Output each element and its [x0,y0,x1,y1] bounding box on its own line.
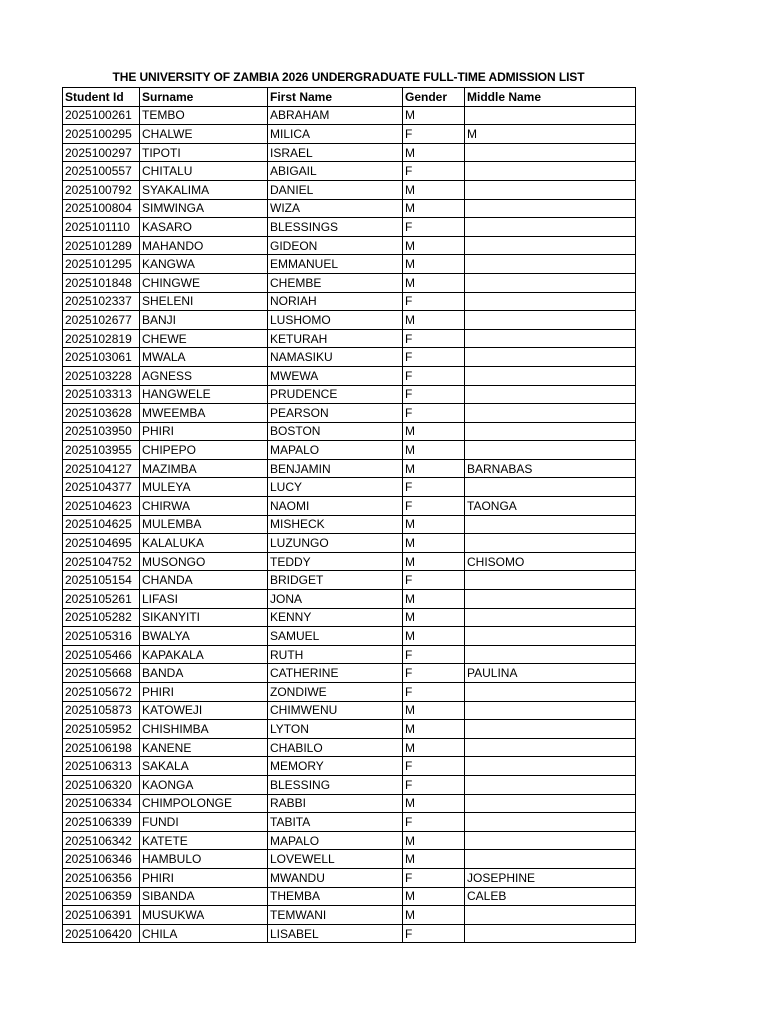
cell-middle-name [465,831,636,850]
cell-student-id: 2025106334 [63,794,140,813]
cell-gender: M [403,590,465,609]
cell-surname: SIKANYITI [140,608,268,627]
cell-surname: BANJI [140,311,268,330]
cell-gender: F [403,497,465,516]
cell-middle-name [465,366,636,385]
cell-gender: M [403,273,465,292]
cell-student-id: 2025102337 [63,292,140,311]
cell-student-id: 2025104377 [63,478,140,497]
cell-middle-name [465,608,636,627]
cell-first-name: BLESSING [268,775,403,794]
header-student-id: Student Id [63,88,140,107]
table-row [63,329,636,348]
cell-first-name: PEARSON [268,404,403,423]
cell-gender: F [403,775,465,794]
table-header [63,88,636,107]
cell-student-id: 2025106342 [63,831,140,850]
cell-middle-name: TAONGA [465,497,636,516]
cell-surname: KALALUKA [140,534,268,553]
cell-student-id: 2025103955 [63,441,140,460]
cell-middle-name [465,273,636,292]
table-row [63,534,636,553]
cell-student-id: 2025105261 [63,590,140,609]
cell-gender: F [403,868,465,887]
cell-first-name: BOSTON [268,422,403,441]
cell-first-name: RUTH [268,645,403,664]
cell-first-name: NORIAH [268,292,403,311]
cell-student-id: 2025106420 [63,924,140,943]
table-row [63,404,636,423]
cell-student-id: 2025100557 [63,162,140,181]
cell-first-name: MISHECK [268,515,403,534]
table-row [63,887,636,906]
cell-gender: M [403,180,465,199]
cell-student-id: 2025105466 [63,645,140,664]
table-row [63,459,636,478]
cell-middle-name [465,422,636,441]
cell-gender: M [403,627,465,646]
table-row [63,720,636,739]
cell-first-name: MAPALO [268,831,403,850]
table-row [63,106,636,125]
cell-first-name: PRUDENCE [268,385,403,404]
cell-gender: M [403,850,465,869]
table-row [63,515,636,534]
cell-gender: M [403,255,465,274]
cell-middle-name [465,775,636,794]
cell-student-id: 2025106320 [63,775,140,794]
cell-first-name: BENJAMIN [268,459,403,478]
cell-middle-name [465,162,636,181]
cell-surname: CHIMPOLONGE [140,794,268,813]
cell-gender: M [403,738,465,757]
cell-middle-name [465,757,636,776]
cell-student-id: 2025100804 [63,199,140,218]
cell-middle-name [465,180,636,199]
cell-middle-name [465,311,636,330]
cell-first-name: ABRAHAM [268,106,403,125]
cell-surname: MUSONGO [140,552,268,571]
cell-first-name: MILICA [268,125,403,144]
cell-gender: M [403,552,465,571]
cell-surname: AGNESS [140,366,268,385]
cell-gender: M [403,515,465,534]
table-row [63,348,636,367]
cell-student-id: 2025106346 [63,850,140,869]
cell-first-name: TEMWANI [268,906,403,925]
header-gender: Gender [403,88,465,107]
cell-student-id: 2025101295 [63,255,140,274]
table-row [63,701,636,720]
cell-student-id: 2025104623 [63,497,140,516]
table-row [63,683,636,702]
cell-surname: KANGWA [140,255,268,274]
cell-first-name: GIDEON [268,236,403,255]
cell-middle-name [465,404,636,423]
cell-gender: M [403,143,465,162]
cell-middle-name [465,850,636,869]
cell-surname: BWALYA [140,627,268,646]
cell-student-id: 2025105154 [63,571,140,590]
cell-surname: CHINGWE [140,273,268,292]
table-row [63,311,636,330]
cell-gender: F [403,924,465,943]
table-row [63,906,636,925]
cell-first-name: ABIGAIL [268,162,403,181]
table-row [63,868,636,887]
header-row [63,88,636,107]
cell-gender: M [403,422,465,441]
cell-surname: SIBANDA [140,887,268,906]
table-row [63,366,636,385]
table-row [63,162,636,181]
cell-middle-name [465,906,636,925]
cell-middle-name: CHISOMO [465,552,636,571]
cell-first-name: TABITA [268,813,403,832]
cell-first-name: CHIMWENU [268,701,403,720]
cell-student-id: 2025106391 [63,906,140,925]
cell-surname: CHILA [140,924,268,943]
cell-middle-name [465,627,636,646]
cell-surname: BANDA [140,664,268,683]
cell-surname: MUSUKWA [140,906,268,925]
cell-surname: CHIRWA [140,497,268,516]
cell-surname: CHITALU [140,162,268,181]
cell-middle-name: CALEB [465,887,636,906]
table-row [63,441,636,460]
cell-middle-name: JOSEPHINE [465,868,636,887]
cell-first-name: MEMORY [268,757,403,776]
cell-surname: KATETE [140,831,268,850]
cell-middle-name [465,329,636,348]
cell-student-id: 2025106198 [63,738,140,757]
table-row [63,757,636,776]
cell-gender: M [403,608,465,627]
cell-first-name: DANIEL [268,180,403,199]
cell-surname: FUNDI [140,813,268,832]
cell-student-id: 2025104752 [63,552,140,571]
cell-first-name: LUCY [268,478,403,497]
cell-middle-name [465,385,636,404]
cell-gender: F [403,478,465,497]
cell-middle-name [465,441,636,460]
table-row [63,292,636,311]
cell-middle-name [465,236,636,255]
table-row [63,608,636,627]
cell-first-name: CHEMBE [268,273,403,292]
cell-gender: M [403,106,465,125]
cell-gender: F [403,571,465,590]
cell-surname: CHALWE [140,125,268,144]
cell-surname: KAONGA [140,775,268,794]
cell-surname: CHANDA [140,571,268,590]
table-row [63,813,636,832]
cell-surname: PHIRI [140,683,268,702]
cell-gender: M [403,459,465,478]
cell-gender: F [403,125,465,144]
cell-first-name: NAMASIKU [268,348,403,367]
cell-gender: M [403,720,465,739]
cell-surname: MAHANDO [140,236,268,255]
table-row [63,924,636,943]
cell-middle-name [465,534,636,553]
header-first-name: First Name [268,88,403,107]
cell-middle-name: PAULINA [465,664,636,683]
cell-middle-name: BARNABAS [465,459,636,478]
cell-first-name: JONA [268,590,403,609]
cell-student-id: 2025102677 [63,311,140,330]
cell-gender: F [403,404,465,423]
cell-student-id: 2025104625 [63,515,140,534]
cell-student-id: 2025100295 [63,125,140,144]
cell-gender: M [403,311,465,330]
cell-student-id: 2025104127 [63,459,140,478]
cell-gender: M [403,701,465,720]
cell-gender: M [403,199,465,218]
table-row [63,273,636,292]
cell-surname: MULEMBA [140,515,268,534]
cell-student-id: 2025103228 [63,366,140,385]
cell-surname: TEMBO [140,106,268,125]
cell-gender: F [403,683,465,702]
cell-middle-name [465,143,636,162]
cell-first-name: TEDDY [268,552,403,571]
table-row [63,627,636,646]
cell-first-name: CATHERINE [268,664,403,683]
cell-gender: F [403,645,465,664]
cell-middle-name [465,720,636,739]
cell-gender: M [403,831,465,850]
cell-student-id: 2025100297 [63,143,140,162]
table-row [63,664,636,683]
table-row [63,794,636,813]
header-surname: Surname [140,88,268,107]
cell-gender: F [403,813,465,832]
cell-surname: CHISHIMBA [140,720,268,739]
table-row [63,255,636,274]
cell-middle-name [465,106,636,125]
cell-student-id: 2025103950 [63,422,140,441]
cell-middle-name [465,813,636,832]
cell-gender: M [403,794,465,813]
cell-gender: F [403,366,465,385]
table-row [63,571,636,590]
cell-gender: F [403,348,465,367]
cell-middle-name [465,738,636,757]
cell-middle-name: M [465,125,636,144]
cell-gender: F [403,385,465,404]
cell-middle-name [465,218,636,237]
table-body [63,106,636,943]
table-row [63,422,636,441]
cell-surname: KATOWEJI [140,701,268,720]
table-row [63,590,636,609]
cell-student-id: 2025106356 [63,868,140,887]
cell-gender: F [403,329,465,348]
table-row [63,199,636,218]
table-row [63,143,636,162]
cell-first-name: LUSHOMO [268,311,403,330]
cell-surname: SAKALA [140,757,268,776]
table-row [63,645,636,664]
cell-first-name: RABBI [268,794,403,813]
cell-first-name: LISABEL [268,924,403,943]
cell-gender: M [403,236,465,255]
cell-surname: TIPOTI [140,143,268,162]
cell-middle-name [465,515,636,534]
cell-student-id: 2025103628 [63,404,140,423]
cell-middle-name [465,794,636,813]
table-row [63,831,636,850]
cell-middle-name [465,292,636,311]
cell-surname: KASARO [140,218,268,237]
cell-gender: M [403,534,465,553]
cell-student-id: 2025105672 [63,683,140,702]
cell-surname: LIFASI [140,590,268,609]
cell-middle-name [465,199,636,218]
cell-surname: MAZIMBA [140,459,268,478]
table-row [63,218,636,237]
cell-gender: F [403,292,465,311]
cell-middle-name [465,683,636,702]
cell-first-name: MAPALO [268,441,403,460]
table-row [63,180,636,199]
cell-gender: F [403,757,465,776]
cell-middle-name [465,645,636,664]
cell-first-name: SAMUEL [268,627,403,646]
cell-first-name: MWANDU [268,868,403,887]
cell-student-id: 2025106359 [63,887,140,906]
table-row [63,125,636,144]
cell-student-id: 2025105316 [63,627,140,646]
cell-first-name: LYTON [268,720,403,739]
cell-student-id: 2025106339 [63,813,140,832]
cell-student-id: 2025104695 [63,534,140,553]
cell-first-name: ZONDIWE [268,683,403,702]
cell-student-id: 2025105952 [63,720,140,739]
cell-student-id: 2025101110 [63,218,140,237]
cell-student-id: 2025106313 [63,757,140,776]
cell-student-id: 2025105873 [63,701,140,720]
cell-student-id: 2025100261 [63,106,140,125]
cell-student-id: 2025102819 [63,329,140,348]
table-row [63,385,636,404]
table-row [63,497,636,516]
cell-surname: SYAKALIMA [140,180,268,199]
table-row [63,775,636,794]
cell-first-name: BRIDGET [268,571,403,590]
cell-first-name: NAOMI [268,497,403,516]
cell-first-name: BLESSINGS [268,218,403,237]
cell-surname: MWALA [140,348,268,367]
document-title: THE UNIVERSITY OF ZAMBIA 2026 UNDERGRADUATE FULL-TIME ADMISSION LIST [112,70,585,84]
header-middle-name: Middle Name [465,88,636,107]
cell-middle-name [465,348,636,367]
cell-middle-name [465,571,636,590]
cell-first-name: KENNY [268,608,403,627]
cell-first-name: EMMANUEL [268,255,403,274]
cell-first-name: MWEWA [268,366,403,385]
cell-first-name: THEMBA [268,887,403,906]
cell-first-name: WIZA [268,199,403,218]
cell-surname: MWEEMBA [140,404,268,423]
cell-surname: CHIPEPO [140,441,268,460]
cell-student-id: 2025105668 [63,664,140,683]
cell-surname: SHELENI [140,292,268,311]
cell-gender: F [403,664,465,683]
cell-student-id: 2025101848 [63,273,140,292]
cell-first-name: LOVEWELL [268,850,403,869]
cell-gender: F [403,162,465,181]
cell-gender: M [403,441,465,460]
cell-surname: CHEWE [140,329,268,348]
cell-surname: PHIRI [140,422,268,441]
table-row [63,552,636,571]
table-row [63,738,636,757]
cell-surname: PHIRI [140,868,268,887]
cell-gender: M [403,887,465,906]
cell-first-name: ISRAEL [268,143,403,162]
cell-student-id: 2025101289 [63,236,140,255]
cell-student-id: 2025103313 [63,385,140,404]
cell-first-name: KETURAH [268,329,403,348]
cell-surname: MULEYA [140,478,268,497]
cell-middle-name [465,924,636,943]
cell-first-name: LUZUNGO [268,534,403,553]
cell-surname: KANENE [140,738,268,757]
cell-middle-name [465,701,636,720]
cell-surname: SIMWINGA [140,199,268,218]
cell-surname: HAMBULO [140,850,268,869]
cell-surname: KAPAKALA [140,645,268,664]
cell-student-id: 2025105282 [63,608,140,627]
cell-student-id: 2025100792 [63,180,140,199]
cell-gender: F [403,218,465,237]
table-row [63,478,636,497]
table-row [63,850,636,869]
cell-middle-name [465,590,636,609]
cell-middle-name [465,255,636,274]
cell-middle-name [465,478,636,497]
table-row [63,236,636,255]
cell-student-id: 2025103061 [63,348,140,367]
cell-first-name: CHABILO [268,738,403,757]
admission-table [62,87,636,943]
cell-gender: M [403,906,465,925]
cell-surname: HANGWELE [140,385,268,404]
